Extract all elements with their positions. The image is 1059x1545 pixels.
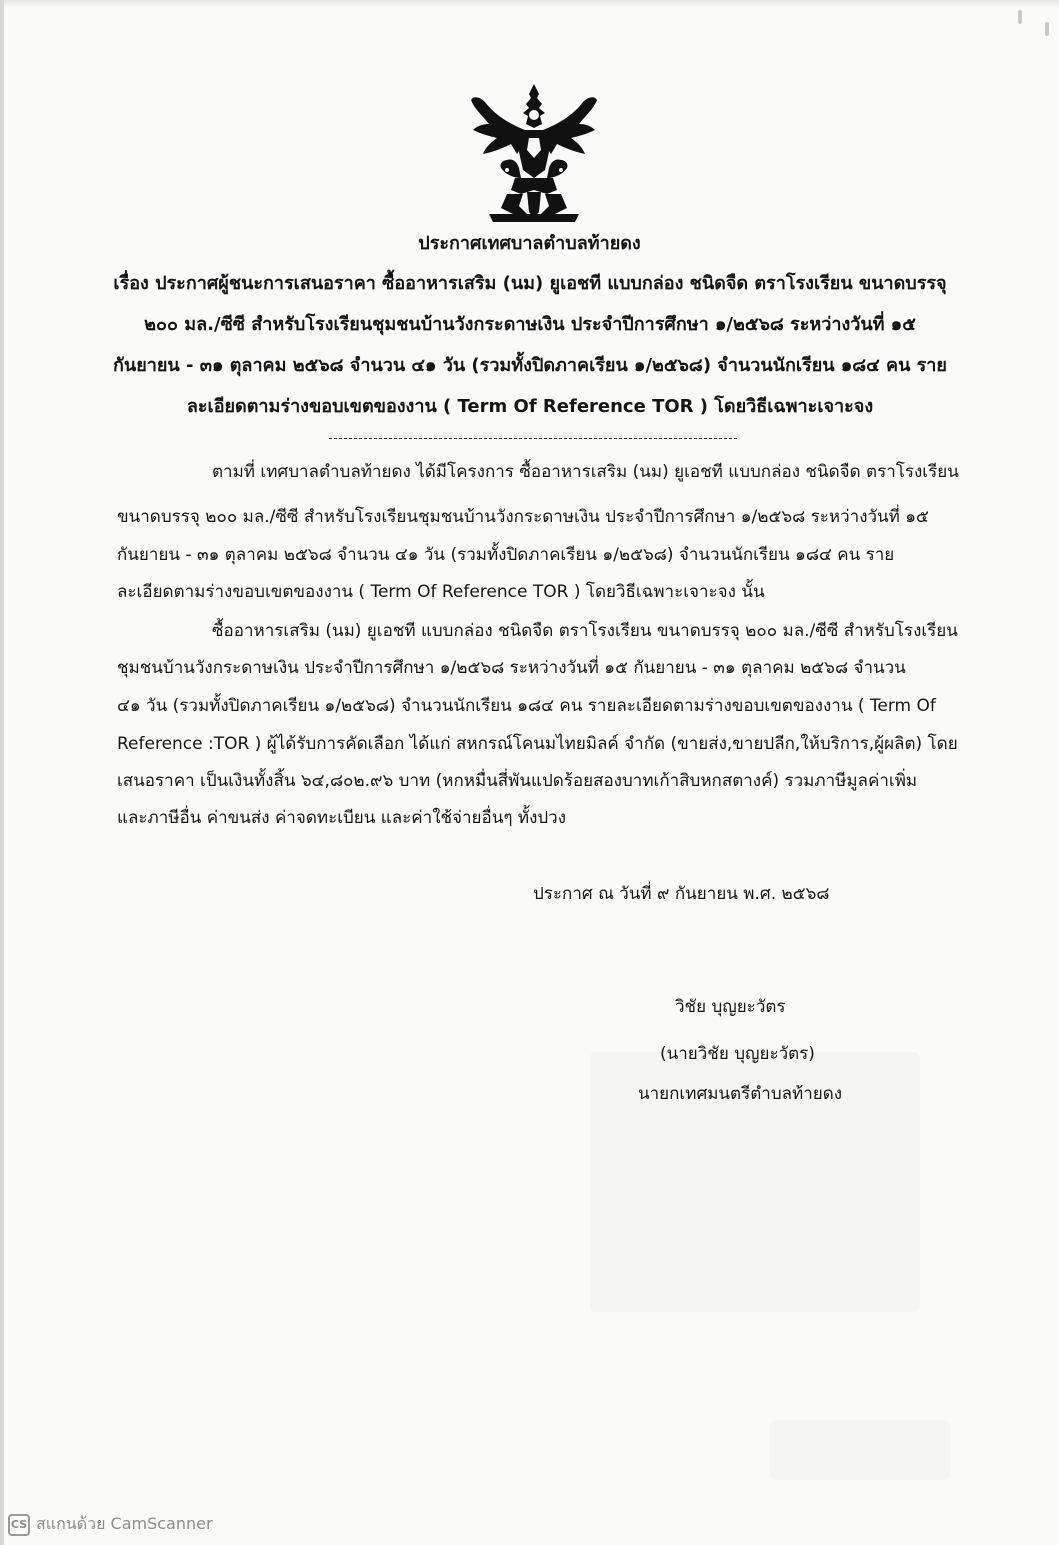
paragraph-2-line: ชุมชนบ้านวังกระดาษเงิน ประจำปีการศึกษา ๑/๒๕๖๘ ระหว่างวันที่ ๑๕ กันยายน - ๓๑ ตุลาคม ๒๕๖๘ จำนวน: [117, 658, 906, 678]
announcement-date: ประกาศ ณ วันที่ ๙ กันยายน พ.ศ. ๒๕๖๘: [533, 884, 830, 904]
subject-block: [110, 263, 950, 427]
scan-mark: [1045, 22, 1049, 36]
announcement-header: ประกาศเทศบาลตำบลท้ายดง: [418, 233, 641, 254]
paragraph-1-line: ละเอียดตามร่างขอบเขตของงาน ( Term Of Reference TOR ) โดยวิธีเฉพาะเจาะจง นั้น: [117, 582, 765, 602]
camscanner-watermark: [8, 1512, 213, 1537]
scan-top-edge: [0, 0, 1059, 8]
paragraph-2-line: Reference :TOR ) ผู้ได้รับการคัดเลือก ได้แก่ สหกรณ์โคนมไทยมิลค์ จำกัด (ขายส่ง,ขายปลีก,ให้บริการ,ผู้ผลิต) โดย: [117, 734, 958, 754]
paragraph-1-line: ขนาดบรรจุ ๒๐๐ มล./ซีซี สำหรับโรงเรียนชุมชนบ้านวังกระดาษเงิน ประจำปีการศึกษา ๑/๒๕๖๘ ระหว่างวันที่ ๑๕: [117, 507, 929, 527]
camscanner-text: สแกนด้วย CamScanner: [36, 1514, 213, 1533]
paragraph-2-line: ๔๑ วัน (รวมทั้งปิดภาคเรียน ๑/๒๕๖๘) จำนวนนักเรียน ๑๘๔ คน รายละเอียดตามร่างขอบเขตของงาน ( Term Of: [117, 696, 936, 716]
paragraph-2-line: และภาษีอื่น ค่าขนส่ง ค่าจดทะเบียน และค่าใช้จ่ายอื่นๆ ทั้งปวง: [117, 808, 567, 828]
paragraph-2-line: เสนอราคา เป็นเงินทั้งสิ้น ๖๔,๘๐๒.๙๖ บาท (หกหมื่นสี่พันแปดร้อยสองบาทเก้าสิบหกสตางค์) รวมภาษีมูลค่าเพิ่ม: [117, 771, 918, 791]
subject-line: เรื่อง ประกาศผู้ชนะการเสนอราคา ซื้ออาหารเสริม (นม) ยูเอชที แบบกล่อง ชนิดจืด ตราโรงเรียน ขนาดบรรจุ: [113, 273, 947, 294]
signature-name: วิชัย บุญยะวัตร: [675, 997, 786, 1017]
bleed-through-shadow: [770, 1420, 950, 1480]
signatory-printed-name: (นายวิชัย บุญยะวัตร): [660, 1044, 815, 1064]
camscanner-logo-icon: CS: [8, 1514, 30, 1536]
paragraph-1-line: ตามที่ เทศบาลตำบลท้ายดง ได้มีโครงการ ซื้ออาหารเสริม (นม) ยูเอชที แบบกล่อง ชนิดจืด ตราโรงเรียน: [212, 462, 959, 482]
scan-mark: [1018, 10, 1022, 24]
subject-line: ๒๐๐ มล./ซีซี สำหรับโรงเรียนชุมชนบ้านวังกระดาษเงิน ประจำปีการศึกษา ๑/๒๕๖๘ ระหว่างวันที่ ๑๕: [144, 314, 916, 335]
garuda-emblem-icon: [467, 82, 601, 224]
signatory-position: นายกเทศมนตรีตำบลท้ายดง: [638, 1084, 843, 1104]
subject-line: ละเอียดตามร่างขอบเขตของงาน ( Term Of Reference TOR ) โดยวิธีเฉพาะเจาะจง: [186, 396, 874, 417]
paragraph-1-line: กันยายน - ๓๑ ตุลาคม ๒๕๖๘ จำนวน ๔๑ วัน (รวมทั้งปิดภาคเรียน ๑/๒๕๖๘) จำนวนนักเรียน ๑๘๔ คน ราย: [117, 545, 895, 565]
dashed-separator: [329, 438, 737, 439]
subject-line: กันยายน - ๓๑ ตุลาคม ๒๕๖๘ จำนวน ๔๑ วัน (รวมทั้งปิดภาคเรียน ๑/๒๕๖๘) จำนวนนักเรียน ๑๘๔ คน ราย: [113, 355, 947, 376]
paragraph-2-line: ซื้ออาหารเสริม (นม) ยูเอชที แบบกล่อง ชนิดจืด ตราโรงเรียน ขนาดบรรจุ ๒๐๐ มล./ซีซี สำหรับโรงเรียน: [212, 621, 958, 641]
